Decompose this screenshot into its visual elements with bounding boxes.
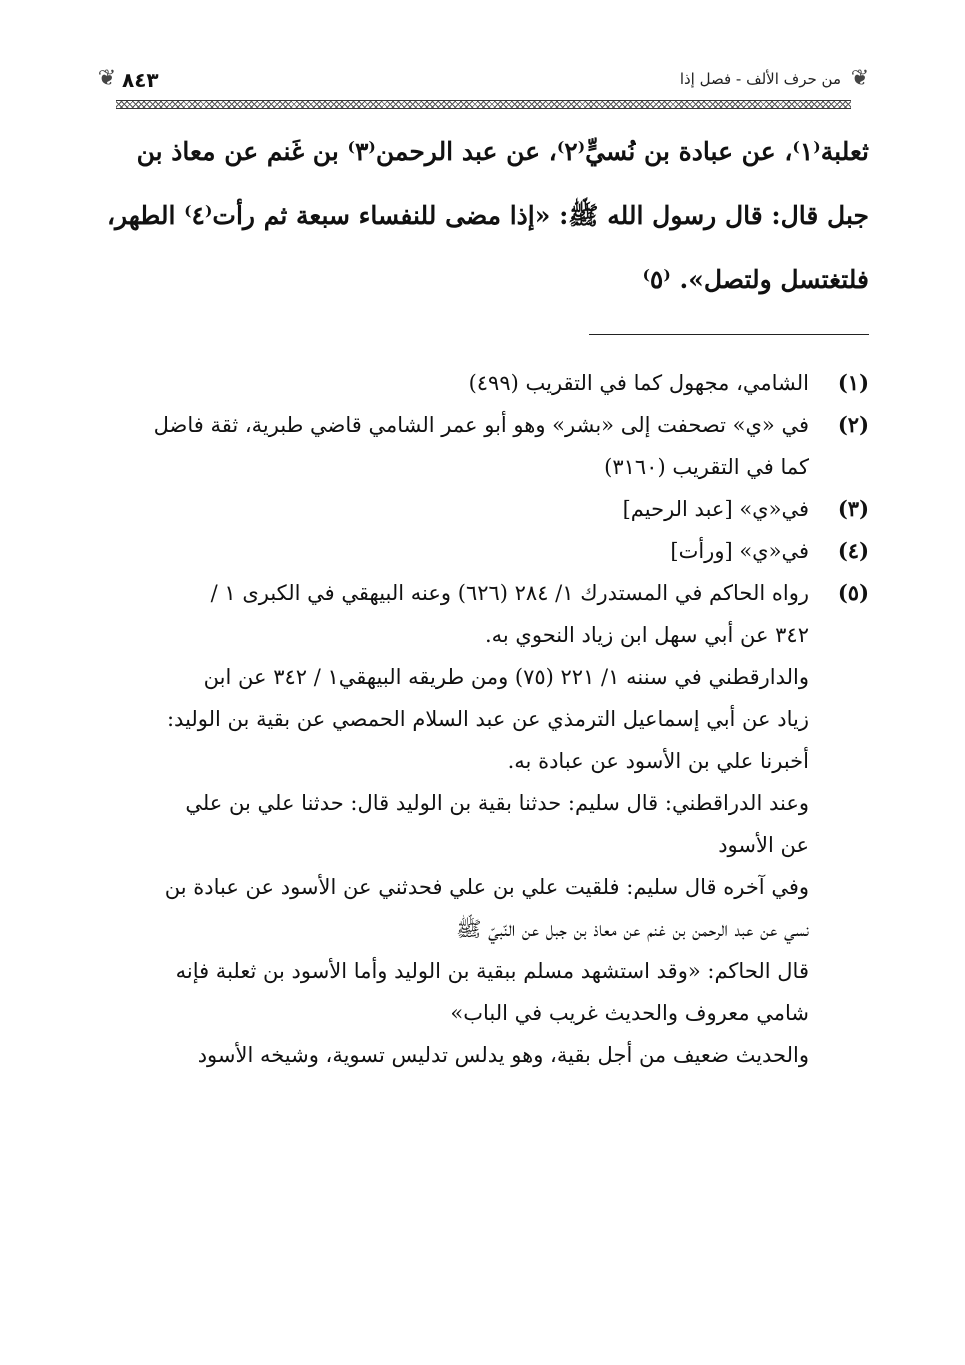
footnote-line: رواه الحاكم في المستدرك ١/ ٢٨٤ (٦٢٦) وعنه البيهقي في الكبرى ١ /	[210, 581, 809, 605]
footnote-continuation	[97, 656, 809, 1076]
footnote-line: الشامي، مجهول كما في التقريب (٤٩٩)	[468, 371, 809, 395]
footnote-line: ٣٤٢ عن أبي سهل ابن زياد النحوي به.	[484, 623, 809, 647]
main-line: فلتغتسل ولتصل». ⁽٥⁾	[642, 265, 869, 294]
footnote-line: في«ي» [عبد الرحيم]	[622, 497, 809, 521]
footnote-number: (٥)	[837, 580, 869, 605]
footnote-line: كما في التقريب (٣١٦٠)	[604, 455, 809, 479]
footnote-line: قال الحاكم: «وقد استشهد مسلم ببقية بن الوليد وأما الأسود بن ثعلبة فإنه	[175, 959, 809, 983]
footnote-line: وعند الدراقطني: قال سليم: حدثنا بقية بن الوليد قال: حدثنا علي بن علي	[185, 791, 809, 815]
footnote-number: (٤)	[837, 538, 869, 563]
running-title: من حرف الألف - فصل إذا	[679, 70, 841, 88]
main-text	[99, 120, 869, 312]
footnote-line: عن الأسود	[718, 833, 809, 857]
footnote-line: في«ي» [ورأت]	[670, 539, 809, 563]
footnote-line: والدارقطني في سننه ١/ ٢٢١ (٧٥) ومن طريقه البيهقي١ / ٣٤٢ عن ابن	[203, 665, 809, 689]
page-number: ٨٤٣	[122, 68, 159, 92]
footnote	[97, 404, 869, 488]
footnote	[97, 488, 869, 530]
footnote-line: والحديث ضعيف من أجل بقية، وهو يدلس تدليس تسوية، وشيخه الأسود	[197, 1043, 809, 1067]
footnotes	[97, 362, 869, 1076]
footnote-line: وفي آخره قال سليم: فلقيت علي بن علي فحدثني عن الأسود عن عبادة بن	[164, 875, 809, 899]
footnote-line: في «ي» تصحفت إلى «بشر» وهو أبو عمر الشامي قاضي طبرية، ثقة فاضل	[153, 413, 809, 437]
header-border	[116, 100, 851, 109]
footnote-line: نسي عن عبد الرحمن بن غنم عن معاذ بن جبل عن النّبيّ ﷺ	[456, 917, 809, 941]
footnote-line: شامي معروف والحديث غريب في الباب»	[450, 1001, 809, 1025]
ornament-left-icon: ❦	[97, 66, 117, 91]
footnote-number: (١)	[837, 370, 869, 395]
footnote-line: أخبرنا علي بن الأسود عن عبادة به.	[507, 749, 809, 773]
footnote-number: (٢)	[837, 412, 869, 437]
page-header	[96, 62, 871, 108]
main-line: جبل قال: قال رسول الله ﷺ: «إذا مضى للنفساء سبعة ثم رأت⁽٤⁾ الطهر،	[106, 201, 869, 230]
footnote-line: زياد عن أبي إسماعيل الترمذي عن عبد السلام الحمصي عن بقية بن الوليد:	[166, 707, 809, 731]
ornament-right-icon: ❦	[850, 66, 870, 91]
main-line: ثعلبة⁽١⁾، عن عبادة بن نُسيٍّ⁽٢⁾، عن عبد الرحمن⁽٣⁾ بن غَنم عن معاذ بن	[136, 137, 869, 166]
footnote	[97, 572, 869, 656]
footnote	[97, 530, 869, 572]
footnote-number: (٣)	[837, 496, 869, 521]
footnote-separator	[589, 334, 869, 335]
footnote	[97, 362, 869, 404]
